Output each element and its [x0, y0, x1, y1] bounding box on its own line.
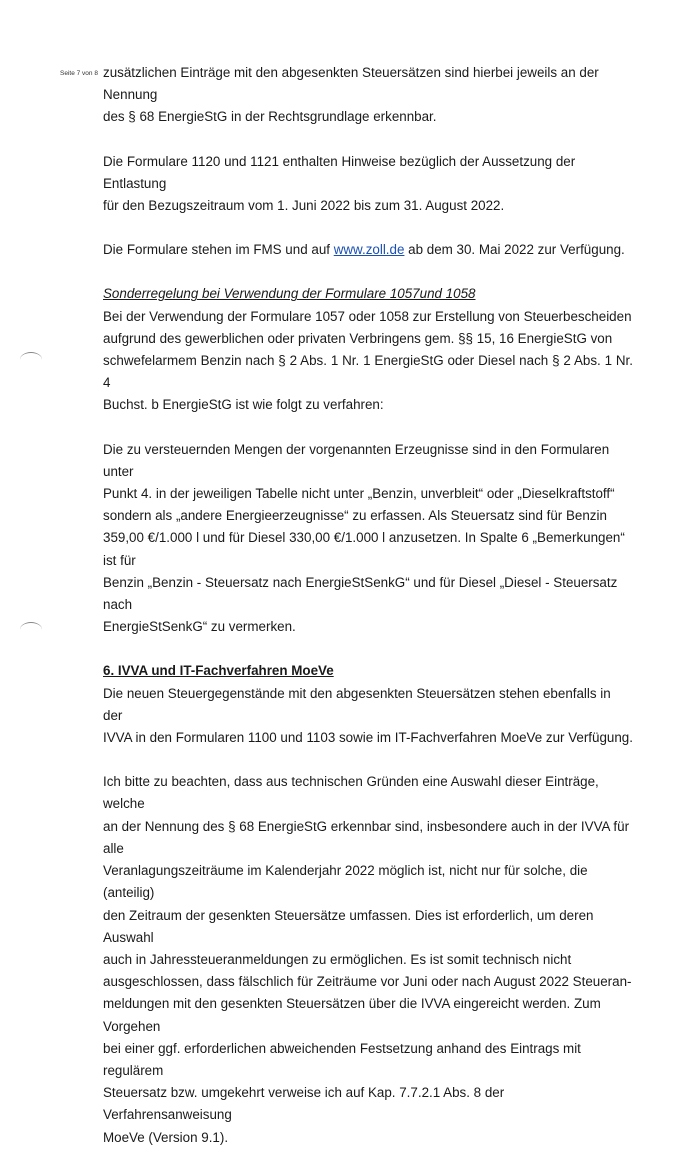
paragraph-special-rule [103, 306, 633, 417]
text-line: den Zeitraum der gesenkten Steuersätze umfassen. Dies ist erforderlich, um deren Auswahl [103, 907, 594, 945]
text-line: Die Formulare 1120 und 1121 enthalten Hinweise bezüglich der Aussetzung der Entlastung [103, 153, 576, 191]
text-line: EnergieStSenkG“ zu vermerken. [103, 619, 296, 635]
punch-hole-mark [20, 352, 42, 367]
paragraph-quantities [103, 439, 633, 639]
paragraph-availability [103, 239, 633, 261]
text-line: Die zu versteuernden Mengen der vorgenannten Erzeugnisse sind in den Formularen unter [103, 441, 610, 479]
text-line: sondern als „andere Energieerzeugnisse“ zu erfassen. Als Steuersatz sind für Benzin [103, 508, 607, 524]
text-line: ausgeschlossen, dass fälschlich für Zeiträume vor Juni oder nach August 2022 Steueran- [103, 974, 632, 990]
paragraph-technical-note [103, 771, 633, 1148]
text-line: meldungen mit den gesenkten Steuersätzen über die IVVA eingereicht werden. Zum Vorgehen [103, 996, 601, 1034]
zoll-link[interactable]: www.zoll.de [333, 242, 405, 258]
text-line: zusätzlichen Einträge mit den abgesenkten Steuersätzen sind hierbei jeweils an der Nennung [103, 65, 599, 103]
paragraph-ivva [103, 683, 633, 750]
text-line: Veranlagungszeiträume im Kalenderjahr 2022 möglich ist, nicht nur für solche, die (anteilig) [103, 863, 588, 901]
text-segment: ab dem 30. Mai 2022 zur Verfügung. [404, 242, 625, 258]
text-line: IVVA in den Formularen 1100 und 1103 sowie im IT-Fachverfahren MoeVe zur Verfügung. [103, 730, 633, 746]
text-line: Benzin „Benzin - Steuersatz nach EnergieStSenkG“ und für Diesel „Diesel - Steuersatz nach [103, 574, 618, 613]
text-line: Die neuen Steuergegenstände mit den abgesenkten Steuersätzen stehen ebenfalls in der [103, 685, 611, 723]
text-line: an der Nennung des § 68 EnergieStG erkennbar sind, insbesondere auch in der IVVA für alle [103, 818, 630, 856]
text-line: Buchst. b EnergieStG ist wie folgt zu verfahren: [103, 397, 384, 413]
punch-hole-mark [20, 622, 42, 637]
text-line: für den Bezugszeitraum vom 1. Juni 2022 bis zum 31. August 2022. [103, 198, 505, 214]
text-line: bei einer ggf. erforderlichen abweichenden Festsetzung anhand des Eintrags mit regulärem [103, 1040, 581, 1078]
text-line: Bei der Verwendung der Formulare 1057 oder 1058 zur Erstellung von Steuerbescheiden [103, 308, 632, 324]
text-line: Ich bitte zu beachten, dass aus technischen Gründen eine Auswahl dieser Einträge, welche [103, 774, 599, 812]
subheading-special-rule: Sonderregelung bei Verwendung der Formulare 1057und 1058 [103, 286, 476, 302]
text-line: schwefelarmem Benzin nach § 2 Abs. 1 Nr. 1 EnergieStG oder Diesel nach § 2 Abs. 1 Nr. 4 [103, 353, 633, 391]
text-line: Punkt 4. in der jeweiligen Tabelle nicht unter „Benzin, unverbleit“ oder „Dieselkraftstoff“ [103, 486, 615, 502]
text-line: des § 68 EnergieStG in der Rechtsgrundlage erkennbar. [103, 109, 437, 125]
text-line: auch in Jahressteueranmeldungen zu ermöglichen. Es ist somit technisch nicht [103, 951, 572, 967]
paragraph-forms-1120-1121 [103, 151, 633, 218]
text-line: MoeVe (Version 9.1). [103, 1129, 229, 1145]
text-line: 359,00 €/1.000 l und für Diesel 330,00 €/1.000 l anzusetzen. In Spalte 6 „Bemerkungen“ ist für [103, 530, 625, 568]
section-heading-ivva: 6. IVVA und IT-Fachverfahren MoeVe [103, 663, 334, 679]
text-line: Steuersatz bzw. umgekehrt verweise ich auf Kap. 7.7.2.1 Abs. 8 der Verfahrensanweisung [103, 1085, 505, 1123]
page-number: Seite 7 von 8 [60, 70, 98, 77]
text-line: aufgrund des gewerblichen oder privaten Verbringens gem. §§ 15, 16 EnergieStG von [103, 330, 613, 346]
text-segment: Die Formulare stehen im FMS und auf [103, 242, 334, 258]
document-body [103, 62, 633, 1149]
paragraph-entries-note [103, 62, 633, 129]
